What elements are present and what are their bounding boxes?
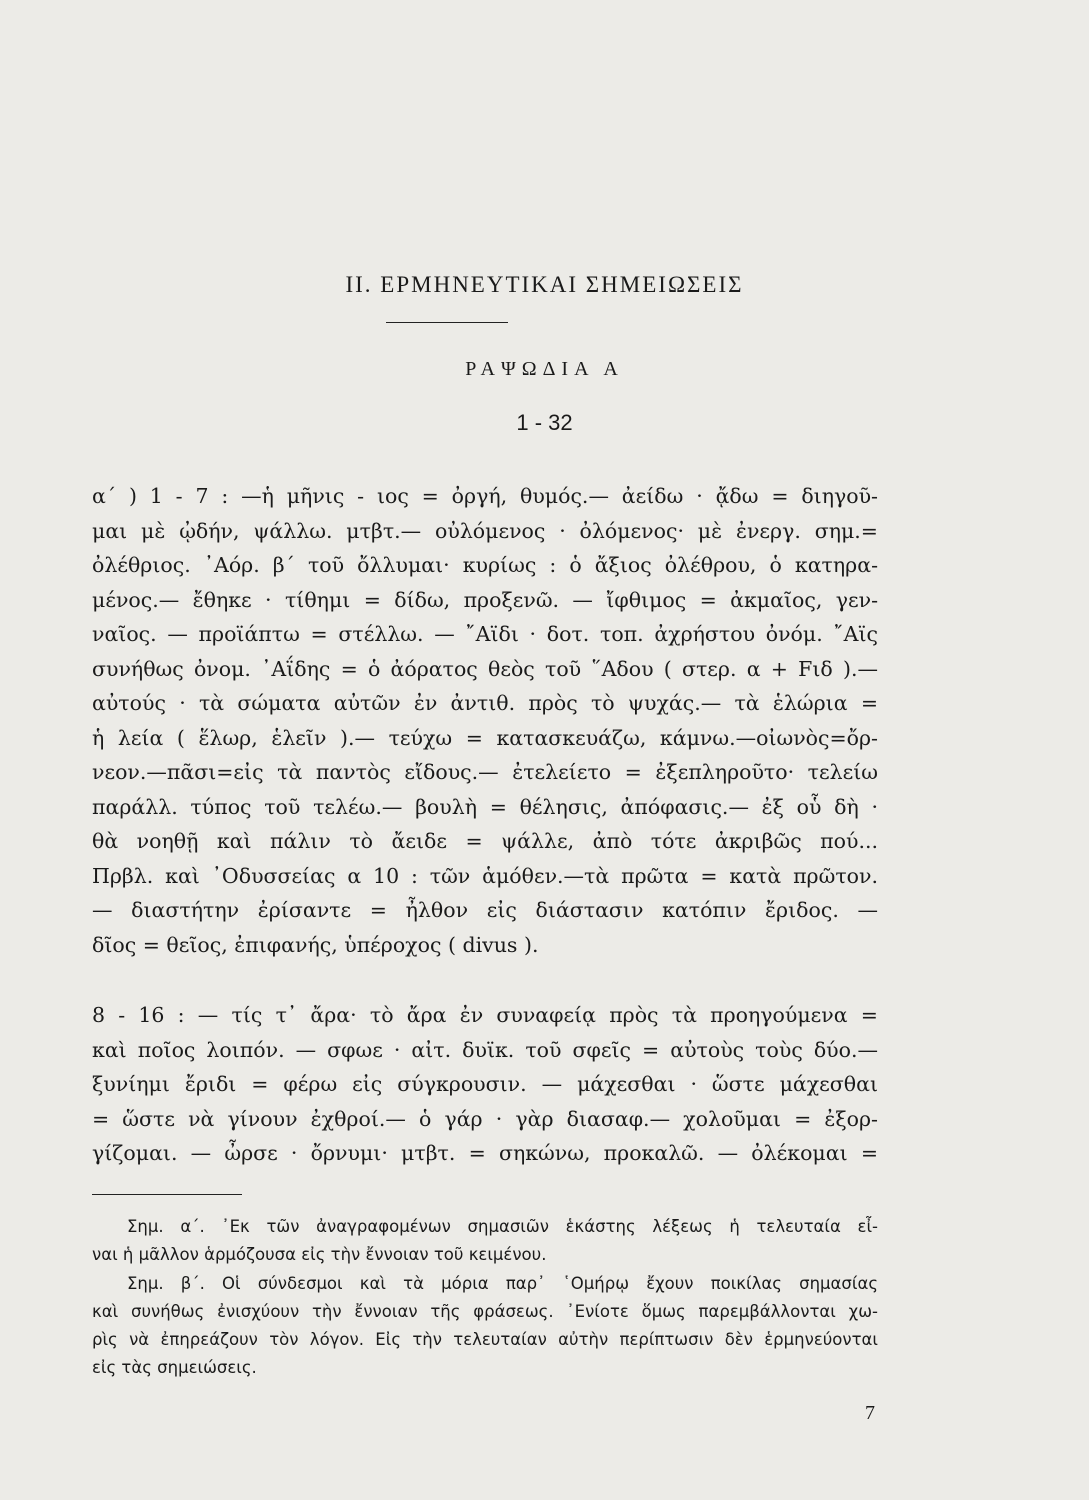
section-title: II. ΕΡΜΗΝΕΥΤΙΚΑΙ ΣΗΜΕΙΩΣΕΙΣ [345,272,744,297]
page-number: 7 [865,1402,875,1424]
footnote-a [92,1213,878,1269]
text-line: μαι μὲ ᾠδήν, ψάλλω. μτβτ.— οὐλόμενος · ὀλόμενος· μὲ ἐνεργ. σημ.= [92,518,878,543]
notes-paragraph-1 [92,479,878,962]
text-line: θὰ νοηθῇ καὶ πάλιν τὸ ἄειδε = ψάλλε, ἀπὸ τότε ἀκριβῶς πού... [92,829,878,853]
text-line: ξυνίημι ἔριδι = φέρω εἰς σύγκρουσιν. — μάχεσθαι · ὥστε μάχεσθαι [92,1072,878,1096]
text-line: παράλλ. τύπος τοῦ τελέω.— βουλὴ = θέλησις, ἀπόφασις.— ἐξ οὗ δὴ · [92,794,878,819]
text-line: γίζομαι. — ὦρσε · ὄρνυμι· μτβτ. = σηκώνω, προκαλῶ. — ὀλέκομαι = [92,1141,878,1165]
footnote-line: Σημ. β΄. Οἱ σύνδεσμοι καὶ τὰ μόρια παρ᾽ ῾Ομήρῳ ἔχουν ποικίλας σημασίας [127,1274,878,1293]
footnote-line: ναι ἡ μᾶλλον ἁρμόζουσα εἰς τὴν ἔννοιαν τοῦ κειμένου. [92,1245,547,1264]
text-line: = ὥστε νὰ γίνουν ἐχθροί.— ὁ γάρ · γὰρ διασαφ.— χολοῦμαι = ἐξορ- [92,1106,878,1131]
text-line: συνήθως ὀνομ. ᾽Αΐδης = ὁ ἀόρατος θεὸς τοῦ ῞Αδου ( στερ. α + Fιδ ).— [92,656,878,681]
text-line: μένος.— ἔθηκε · τίθημι = δίδω, προξενῶ. — ἴφθιμος = ἀκμαῖος, γεν- [92,587,878,612]
text-line: ἡ λεία ( ἕλωρ, ἑλεῖν ).— τεύχω = κατασκευάζω, κάμνω.—οἰωνὸς=ὄρ- [92,725,878,750]
title-divider [386,322,508,323]
footnote-b [92,1270,878,1382]
text-line: Πρβλ. καὶ ᾽Οδυσσείας α 10 : τῶν ἁμόθεν.—τὰ πρῶτα = κατὰ πρῶτον. [92,863,878,888]
footnote-divider [92,1194,242,1195]
footnote-line: εἰς τὰς σημειώσεις. [92,1358,257,1377]
text-line: ναῖος. — προϊάπτω = στέλλω. — ῎Αϊδι · δοτ. τοπ. ἀχρήστου ὀνόμ. ῎Αϊς [92,622,878,646]
text-line: — διαστήτην ἐρίσαντε = ἦλθον εἰς διάστασιν κατόπιν ἔριδος. — [92,898,878,922]
rhapsody-heading: ΡΑΨΩΔΙΑ Α [465,358,624,380]
text-line: νεον.—πᾶσι=εἰς τὰ παντὸς εἴδους.— ἐτελείετο = ἐξεπληροῦτο· τελείω [92,760,878,784]
footnote-line: ρὶς νὰ ἐπηρεάζουν τὸν λόγον. Εἰς τὴν τελευταίαν αὐτὴν περίπτωσιν δὲν ἑρμηνεύονται [92,1330,878,1349]
text-line: α΄ ) 1 - 7 : —ἡ μῆνις - ιος = ὀργή, θυμός.— ἀείδω · ᾄδω = διηγοῦ- [92,484,878,508]
footnote-line: Σημ. α΄. ᾽Εκ τῶν ἀναγραφομένων σημασιῶν ἑκάστης λέξεως ἡ τελευταία εἶ- [127,1217,878,1236]
verse-range: 1 - 32 [516,410,573,435]
text-line: αὐτούς · τὰ σώματα αὐτῶν ἐν ἀντιθ. πρὸς τὸ ψυχάς.— τὰ ἑλώρια = [92,691,878,715]
text-line: δῖος = θεῖος, ἐπιφανής, ὑπέροχος ( divus ). [92,932,539,957]
text-line: καὶ ποῖος λοιπόν. — σφωε · αἰτ. δυϊκ. τοῦ σφεῖς = αὐτοὺς τοὺς δύο.— [92,1037,878,1062]
footnote-line: καὶ συνήθως ἐνισχύουν τὴν ἔννοιαν τῆς φράσεως. ᾽Ενίοτε ὅμως παρεμβάλλονται χω- [92,1302,878,1321]
notes-paragraph-2 [92,998,878,1171]
text-line: ὀλέθριος. ᾽Αόρ. β΄ τοῦ ὄλλυμαι· κυρίως : ὁ ἄξιος ὀλέθρου, ὁ κατηρα- [92,553,878,577]
text-line: 8 - 16 : — τίς τ᾽ ἄρα· τὸ ἄρα ἐν συναφείᾳ πρὸς τὰ προηγούμενα = [92,1003,878,1027]
